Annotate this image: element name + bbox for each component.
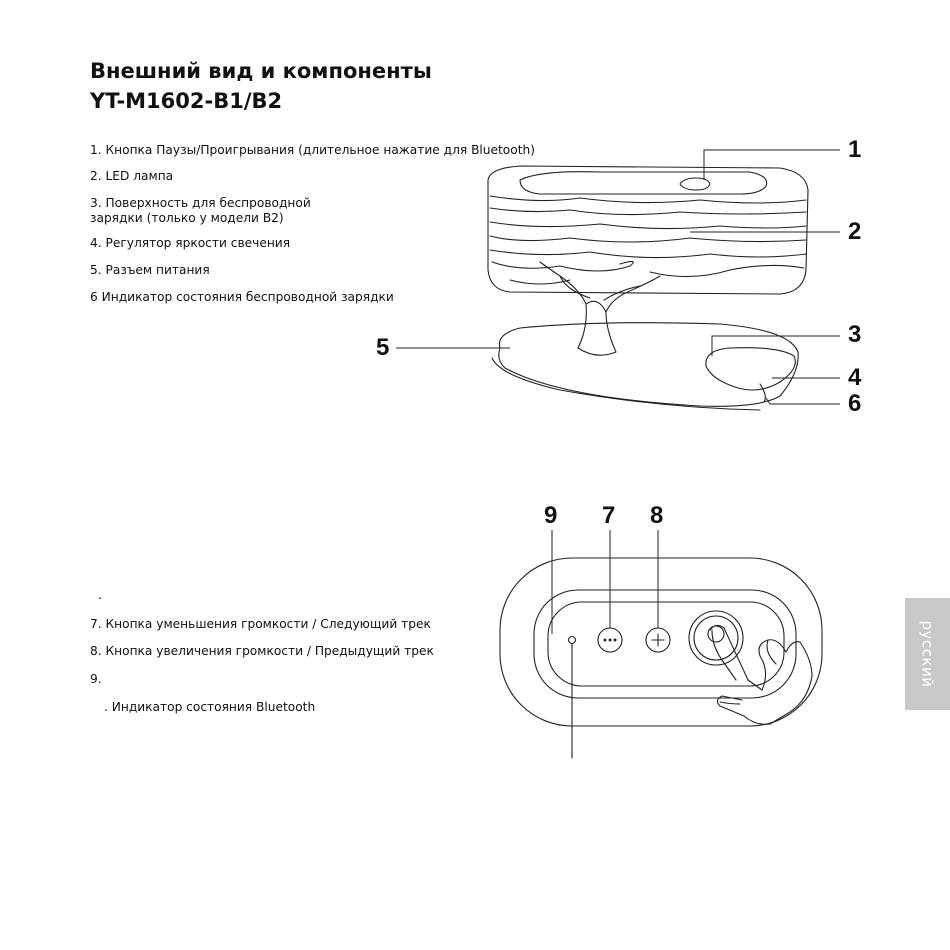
lamp-trunk: [540, 262, 586, 348]
charging-pad: [706, 348, 796, 390]
callout-4: 4: [848, 364, 862, 391]
lamp-base: [499, 323, 798, 407]
callout-1: 1: [848, 136, 862, 163]
list-item: 9.: [90, 672, 102, 686]
list-item: 4. Регулятор яркости свечения: [90, 236, 291, 250]
callout-5: 5: [376, 334, 390, 361]
callout-3: 3: [848, 321, 862, 348]
callout-9: 9: [544, 502, 558, 529]
main-knob: [689, 611, 743, 665]
list-item: 3. Поверхность для беспроводной: [90, 196, 311, 210]
callout-2: 2: [848, 218, 862, 245]
list-item: зарядки (только у модели B2): [90, 211, 284, 225]
list-item: .: [98, 588, 102, 602]
pause-play-button: [680, 178, 710, 190]
language-tab-label: русский: [918, 620, 937, 688]
callout-8: 8: [650, 502, 664, 529]
list-item: 5. Разъем питания: [90, 263, 210, 277]
lamp-shade: [488, 166, 808, 294]
language-tab: [905, 598, 950, 710]
list-item: 6 Индикатор состояния беспроводной зарядки: [90, 290, 394, 304]
list-item: 7. Кнопка уменьшения громкости / Следующий трек: [90, 617, 431, 631]
list-item: . Индикатор состояния Bluetooth: [104, 700, 316, 714]
list-item: 2. LED лампа: [90, 169, 174, 183]
callout-6: 6: [848, 390, 862, 417]
callout-7: 7: [602, 502, 616, 529]
title-line-1: Внешний вид и компоненты: [90, 59, 432, 83]
bluetooth-indicator: [569, 637, 576, 644]
title-model: YT-M1602-B1/B2: [90, 89, 283, 113]
device-panel: [534, 590, 796, 698]
list-item: 1. Кнопка Паузы/Проигрывания (длительное нажатие для Bluetooth): [90, 143, 535, 157]
list-item: 8. Кнопка увеличения громкости / Предыдущий трек: [90, 644, 434, 658]
